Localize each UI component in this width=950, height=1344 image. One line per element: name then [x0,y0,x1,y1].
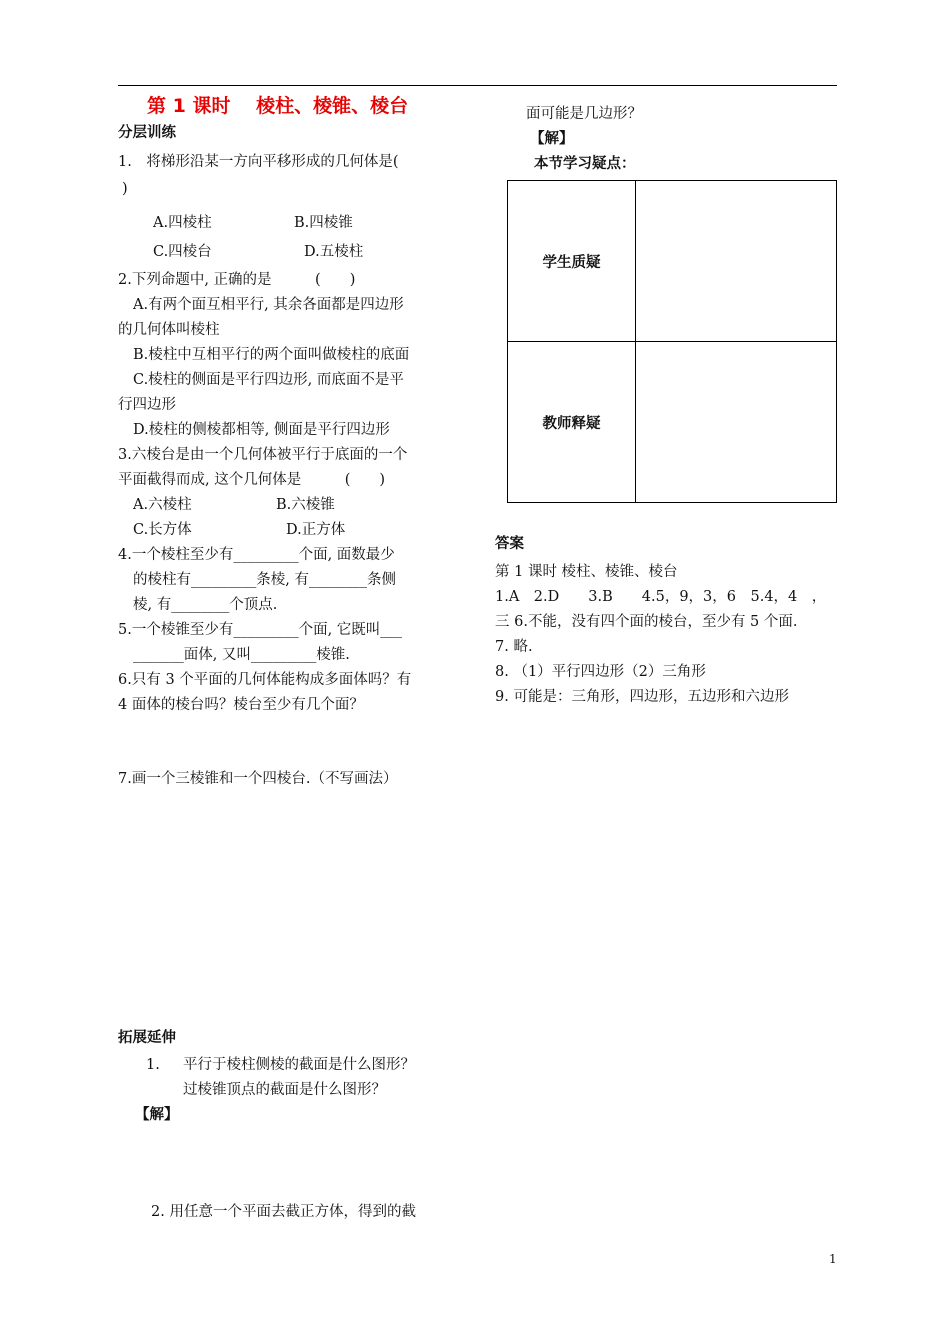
q2-stem: 2.下列命题中, 正确的是 ( ) [118,272,356,288]
header-rule [118,85,837,86]
q1-stem: 1. 将梯形沿某一方向平移形成的几何体是( [118,154,399,170]
ext1-line1: 平行于棱柱侧棱的截面是什么图形？ [183,1057,415,1073]
q1-option-c: C.四棱台 [153,244,212,260]
q3-stem-cont: 平面截得而成, 这个几何体是 ( ) [118,472,386,488]
q2-option-b: B.棱柱中互相平行的两个面叫做棱柱的底面 [133,347,410,363]
q1-option-d: D.五棱柱 [304,244,364,260]
answers-line2: 1.A 2.D 3.B 4.5，9，3，6 5.4，4 ， [495,589,827,605]
answers-line5: 8. （1）平行四边形（2）三角形 [495,664,706,680]
q3-option-c: C.长方体 [133,522,192,538]
q3-stem: 3.六棱台是由一个几何体被平行于底面的一个 [118,447,408,463]
student-question-label: 学生质疑 [508,181,636,342]
q6-line1: 6.只有 3 个平面的几何体能构成多面体吗？有 [118,672,412,688]
doubts-heading: 本节学习疑点： [534,156,636,172]
answers-line6: 9. 可能是：三角形，四边形，五边形和六边形 [495,689,789,705]
section-heading-extend: 拓展延伸 [118,1030,176,1046]
q3-option-d: D.正方体 [286,522,346,538]
ext2-answer-label: 【解】 [530,131,574,147]
q4-line2: 的棱柱有_________条棱, 有________条侧 [133,572,396,588]
section-heading-layered: 分层训练 [118,125,176,141]
answers-heading: 答案 [495,536,524,552]
q6-line2: 4 面体的棱台吗？棱台至少有几个面？ [118,697,364,713]
q7: 7.画一个三棱锥和一个四棱台.（不写画法） [118,771,398,787]
page-title: 第 1 课时 棱柱、棱锥、棱台 [147,95,409,117]
q5-line1: 5.一个棱锥至少有_________个面, 它既叫___ [118,622,403,638]
q5-line2: _______面体, 又叫_________棱锥. [133,647,350,663]
answers-line3: 三 6.不能，没有四个面的棱台，至少有 5 个面. [495,614,798,630]
doubts-table [507,180,837,503]
q2-option-a: A.有两个面互相平行, 其余各面都是四边形 [133,297,404,313]
q1-stem-end: ) [122,181,128,197]
q2-option-c: C.棱柱的侧面是平行四边形, 而底面不是平 [133,372,404,388]
q1-option-b: B.四棱锥 [294,215,353,231]
q4-line3: 棱, 有________个顶点. [133,597,278,613]
q2-option-a-cont: 的几何体叫棱柱 [118,322,220,338]
ext1-line2: 过棱锥顶点的截面是什么图形？ [183,1082,386,1098]
q2-option-d: D.棱柱的侧棱都相等, 侧面是平行四边形 [133,422,390,438]
page-number: 1 [829,1252,837,1266]
q2-option-c-cont: 行四边形 [118,397,176,413]
answers-line4: 7. 略. [495,639,533,655]
q4-line1: 4.一个棱柱至少有_________个面, 面数最少 [118,547,395,563]
ext1-answer-label: 【解】 [135,1107,179,1123]
ext2-line1: 2. 用任意一个平面去截正方体，得到的截 [151,1204,416,1220]
ext1-number: 1. [146,1057,160,1073]
q3-option-a: A.六棱柱 [133,497,192,513]
q1-option-a: A.四棱柱 [153,215,212,231]
q3-option-b: B.六棱锥 [276,497,335,513]
teacher-answer-label: 教师释疑 [508,342,636,503]
teacher-answer-cell [636,342,837,503]
student-question-cell [636,181,837,342]
answers-line1: 第 1 课时 棱柱、棱锥、棱台 [495,564,678,580]
ext2-line2: 面可能是几边形？ [526,106,642,122]
